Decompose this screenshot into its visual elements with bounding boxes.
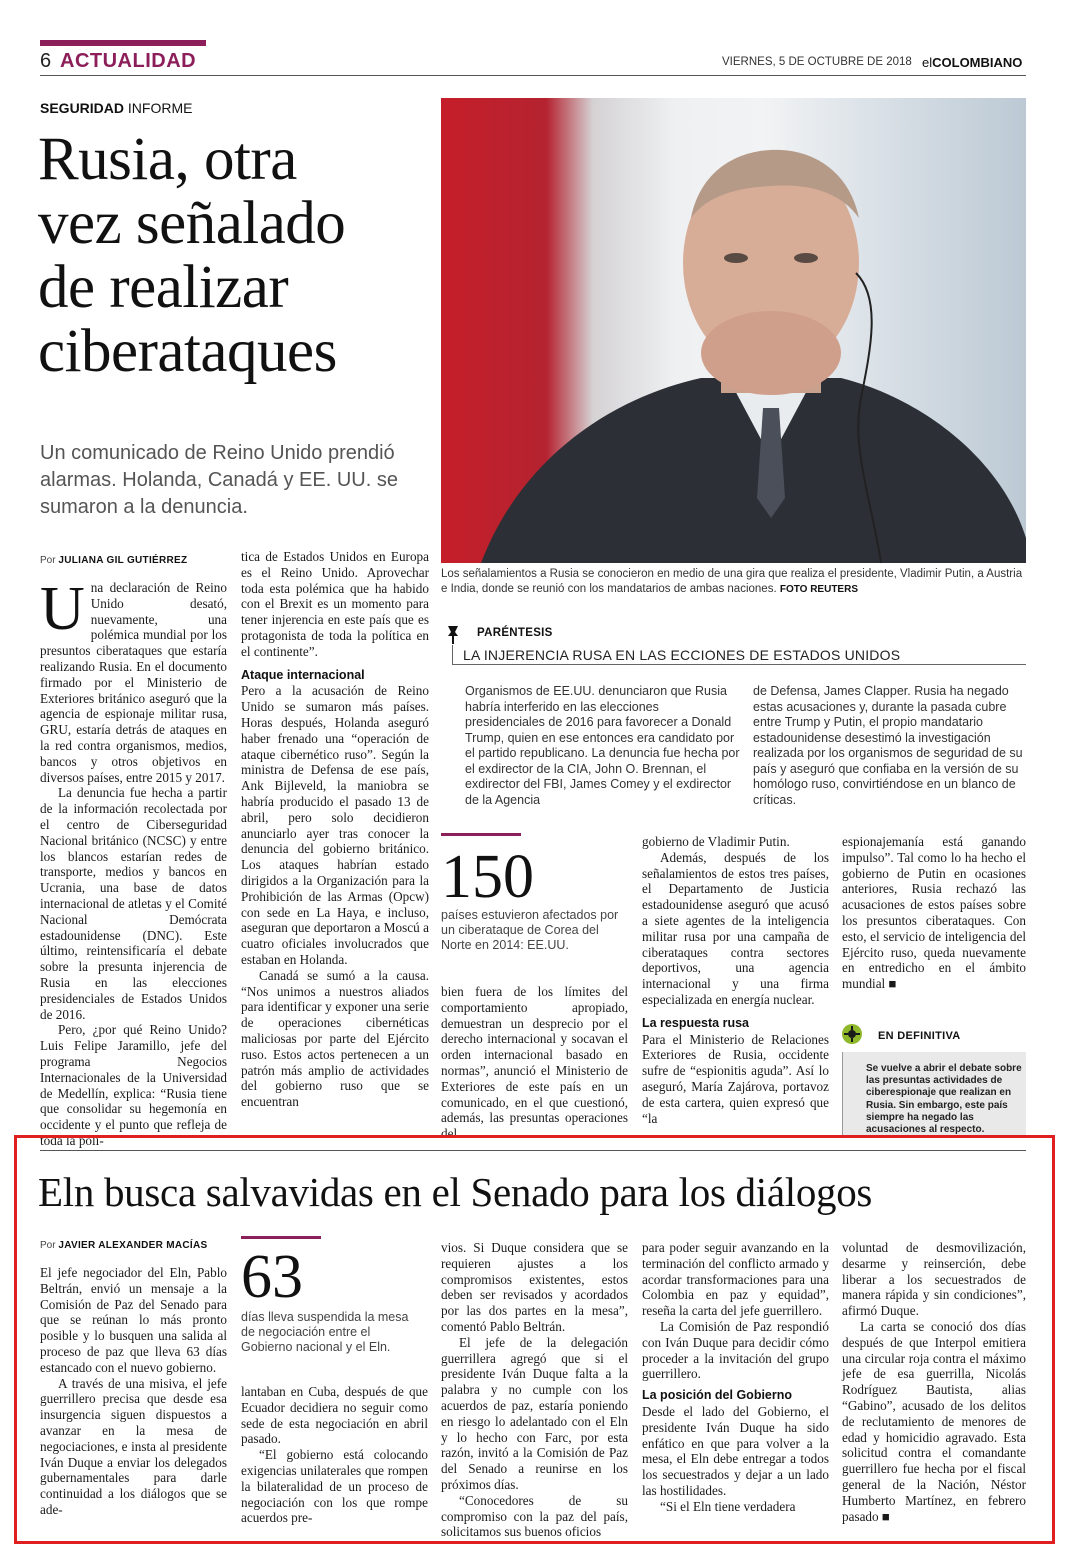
paragraph: La denuncia fue hecha a partir de la información recolectada por el centro de Ciberseguridad Nacional británico (NCSC) y entre los blancos estarían redes de transporte, medios y bancos en Ucrania, una base de datos internacional de atletas y el Comité Nacional Demócrata estadounidense (DNC). Este último, reintensificaría el debate sobre la presunta injerencia de Rusia en las elecciones presidenciales de Estados Unidos de 2016. [40,785,227,1022]
paragraph: A través de una misiva, el jefe guerrillero precisa que desde esa insurgencia siguen dispuestos a avanzar en la mesa de negociaciones, e insta al presidente Iván Duque a enviar los delegados gubernamentales para darle continuidad a los diálogos que se ade- [40,1375,227,1517]
headline-line: Rusia, otra [38,126,297,193]
paragraph: gobierno de Vladimir Putin. [642,834,790,849]
subhead: Ataque internacional [241,667,365,682]
section-rule [40,1150,1026,1151]
article1-column-2 [241,549,429,1135]
paragraph: “El gobierno está colocando exigencias unilaterales que rompen la bilateralidad de un proceso de negociación con los que rompe acuerdos pre- [241,1447,428,1526]
article2-column-1 [40,1265,227,1525]
parentesis-text-left: Organismos de EE.UU. denunciaron que Rusia habría interferido en las elecciones presidenciales de 2016 para favorecer a Donald Trump, quien en ese entonces era candidato por el partido republicano. La denuncia fue hecha por el exdirector de la CIA, John O. Brennan, el exdirector del FBI, James Comey y el exdirector de la Agencia [465,684,740,807]
article1-column-3 [441,984,628,1142]
paragraph: Además, después de los señalamientos de estos tres países, el Departamento de Justicia estadounidense aseguró que acusó a siete agentes de la inteligencia militar rusa por una campaña de ciberataques contra sectores deportivos, una agencia internacional y una firma especializada en energía nuclear. [642,849,829,1007]
headline-line: de realizar [38,254,289,321]
headline: Eln busca salvavidas en el Senado para los diálogos [38,1169,873,1215]
section-name: ACTUALIDAD [60,50,197,72]
en-definitiva-text: Se vuelve a abrir el debate sobre las presuntas actividades de ciberespionaje que realizan en Rusia. Sin embargo, este país siempre ha negado las acusaciones al respecto. [866,1063,1022,1136]
article1-column-5 [842,834,1026,992]
paragraph: Para el Ministerio de Relaciones Exteriores de Rusia, occidente sufre de “espionitis aguda”. Así lo aseguró, María Zajárova, portavoz de esta cartera, quien expresó que “la [642,1031,829,1126]
stat-bar [441,833,521,836]
kicker-rest: INFORME [127,100,193,116]
paragraph: El jefe de la delegación guerrillera agregó que si el presidente Iván Duque falta a la palabra y no cumple con los acuerdos de paz, estaría poniendo en riesgo lo adelantado con el Eln y lo hecho con Farc, por esta razón, invitó a la Comisión de Paz del Senado a reunirse en los próximos días. [441,1334,628,1492]
en-definitiva-label: EN DEFINITIVA [878,1030,961,1042]
article2-column-2 [241,1384,428,1525]
deck: Un comunicado de Reino Unido prendió alarmas. Holanda, Canadá y EE. UU. se sumaron a la denuncia. [40,442,398,518]
headline-line: vez señalado [38,190,346,257]
headline [38,128,438,384]
parentesis-title: LA INJERENCIA RUSA EN LAS ECCIONES DE ESTADOS UNIDOS [463,647,901,663]
brand-logo [922,55,1022,70]
paragraph: La carta se conoció dos días después de que Interpol emitiera una circular roja contra el máximo jefe de esa guerrilla, Nicolás Rodríguez Bautista, alias “Gabino”, acusado de los delitos de reclutamiento de menores de edad y homicidio agravado. Esta solicitud contra el comandante guerrillero fue hecha por el fiscal general de la Nación, Néstor Humberto Martínez, en febrero pasado ■ [842,1318,1026,1524]
byline-prefix: Por [40,1240,56,1251]
kicker [40,100,192,116]
article1-column-4 [642,834,829,1135]
kicker-bold: SEGURIDAD [40,100,125,116]
photo [441,98,1026,563]
byline [40,555,187,566]
byline-name: JAVIER ALEXANDER MACÍAS [58,1240,208,1251]
byline-prefix: Por [40,555,56,566]
gear-icon [842,1024,862,1044]
parentesis-text-right: de Defensa, James Clapper. Rusia ha negado estas acusaciones y, durante la pasada cubre entre Trump y Putin, el propio mandatario estadounidense desestimó la investigación realizada por los organismos de seguridad de su país y aseguró que confiaba en la versión de su homólogo ruso, convirtiéndose en un blanco de críticas. [753,684,1023,807]
byline [40,1240,207,1251]
article1-column-1 [40,575,227,1148]
photo-caption [441,567,1026,597]
stat-number: 150 [441,843,534,911]
paragraph: lantaban en Cuba, después de que Ecuador decidiera no seguir como sede de esta negociación en abril pasado. [241,1384,428,1447]
page-number: 6 [40,50,52,72]
paragraph: Pero, ¿por qué Reino Unido? Luis Felipe Jaramillo, jefe del programa Negocios Internacionales de la Universidad de Medellín, explica: “Rusia tiene que consolidar su hegemonía en occidente y el punto que refleja de toda la polí- [40,1022,227,1148]
article2-column-4 [642,1240,829,1525]
paragraph: na declaración de Reino Unido desató, nuevamente, una polémica mundial por los presuntos ciberataques que estaría realizando Rusia. En el documento firmado por el Ministerio de Exteriores británico aseguró que la agencia de espionaje militar rusa, GRU, estaría detrás de ataques en la red contra organismos, medios, bancos y otros objetivos en diversos países, entre 2015 y 2017. [40,580,227,785]
paragraph: Pero a la acusación de Reino Unido se sumaron más países. Horas después, Holanda aseguró haber frenado una “operación de ataque cibernético ruso”. Según la ministra de Defensa de ese país, Ank Bijleveld, la maniobra se habría producido el pasado 13 de abril, pero solo decidieron anunciarlo ayer tras conocer la denuncia del gobierno británico. Los ataques habrían estado dirigidos a la Organización para la Prohibición de las Armas (Opcw) con sede en La Haya, e incluso, aseguran que deportaron a Moscú a cuatro oficiales involucrados que estaban en Holanda. [241,683,429,967]
headline-line: ciberataques [38,318,337,385]
stat-description: días lleva suspendida la mesa de negociación entre el Gobierno nacional y el Eln. [241,1310,409,1354]
paragraph: Desde el lado del Gobierno, el presidente Iván Duque ha sido enfático en que para volver a la mesa, el Eln debe entregar a todos los secuestrados y dejar a un lado las hostilidades. [642,1403,829,1498]
caption-text: Los señalamientos a Rusia se conocieron en medio de una gira que realiza el presidente, Vladimir Putin, a Austria e India, donde se reunió con los mandatarios de ambas naciones. [441,568,1023,595]
photo-illustration [441,98,1026,563]
subhead: La respuesta rusa [642,1015,749,1030]
brand-name: COLOMBIANO [932,55,1023,70]
paragraph: voluntad de desmovilización, desarme y reinserción, debe liberar a los secuestrados de manera rápida y sin condiciones”, afirmó Duque. [842,1240,1026,1319]
paragraph: El jefe negociador del Eln, Pablo Beltrán, envió un mensaje a la Comisión de Paz del Senado para que se reúnan lo más pronto posible y lo busquen una salida al proceso de paz que lleva 63 días estancado con el nuevo gobierno. [40,1265,227,1375]
stat-number: 63 [241,1243,303,1311]
photo-credit: FOTO REUTERS [779,584,858,595]
byline-name: JULIANA GIL GUTIÉRREZ [58,555,188,566]
subhead: La posición del Gobierno [642,1388,793,1403]
paragraph: tica de Estados Unidos en Europa es el Reino Unido. Aprovechar toda esta polémica que ha habido con el Brexit es un momento para tener injerencia en este país que es protagonista de toda la política en el continente”. [241,549,429,659]
header-rule [40,75,1026,76]
article2-column-5 [842,1240,1026,1525]
paragraph: “Conocedores de su compromiso con la paz del país, solicitamos sus buenos oficios [441,1492,628,1540]
paragraph: para poder seguir avanzando en la terminación del conflicto armado y acordar transformaciones para una Colombia en paz y equidad”, reseña la carta del jefe guerrillero. [642,1240,829,1319]
dropcap: U [40,575,85,643]
issue-date: VIERNES, 5 DE OCTUBRE DE 2018 [722,56,912,68]
paragraph: Canadá se sumó a la causa. “Nos unimos a nuestros aliados para identificar y exponer una serie de operaciones cibernéticas maliciosas por parte del Ejército ruso. Estos actos pertenecen a un patrón más amplio de actividades del gobierno ruso que se encuentran [241,967,429,1110]
pin-icon [441,622,465,646]
paragraph: vios. Si Duque considera que se requieren ajustes a los compromisos existentes, estos deben ser revisados y acordados por las dos partes en la mesa”, comentó Pablo Beltrán. [441,1240,628,1334]
parentesis-label: PARÉNTESIS [477,627,553,639]
paragraph: “Si el Eln tiene verdadera [660,1498,796,1514]
brand-prefix: el [922,55,933,70]
stat-bar [241,1236,321,1239]
paragraph: La Comisión de Paz respondió con Iván Duque para decidir cómo proceder a la invitación del grupo guerrillero. [642,1318,829,1382]
section-bar [40,40,206,46]
article2-column-3 [441,1240,628,1540]
stat-description: países estuvieron afectados por un ciberataque de Corea del Norte en 2014: EE.UU. [441,908,619,952]
paragraph: bien fuera de los límites del comportamiento apropiado, demuestran un desprecio por el derecho internacional y socavan el orden internacional basado en normas”, anunció el Ministerio de Exteriores de este país en un comunicado, en el que cuestionó, además, las presuntas operaciones del [441,984,628,1142]
paragraph: espionajemanía está ganando impulso”. Tal como lo ha hecho el gobierno de Putin en ocasiones anteriores, Rusia rechazó las acusaciones de estos países sobre los presuntos ciberataques. Con esto, el servicio de inteligencia del Ejército ruso, queda nuevamente en entredicho en el ámbito mundial ■ [842,834,1026,992]
